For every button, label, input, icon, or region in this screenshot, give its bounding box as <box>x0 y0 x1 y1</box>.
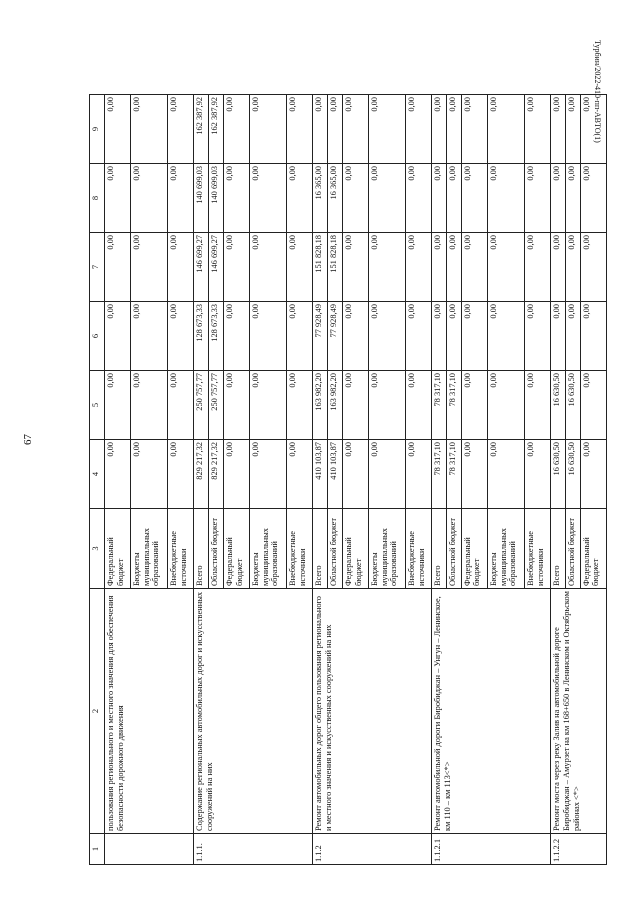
table-row <box>105 95 131 865</box>
funding-source: Областной бюджет <box>447 509 462 589</box>
amount-cell: 0,00 <box>105 302 131 371</box>
amount-cell: 0,00 <box>368 440 405 509</box>
table-row <box>313 95 328 865</box>
funding-source: Федеральный бюджет <box>342 509 368 589</box>
header-row <box>90 95 105 865</box>
amount-cell: 0,00 <box>580 164 606 233</box>
amount-cell: 0,00 <box>131 440 168 509</box>
amount-cell: 0,00 <box>551 302 566 371</box>
amount-cell: 0,00 <box>168 95 194 164</box>
amount-cell: 0,00 <box>168 164 194 233</box>
amount-cell: 410 103,87 <box>313 440 328 509</box>
amount-cell: 0,00 <box>223 95 249 164</box>
amount-cell: 0,00 <box>131 95 168 164</box>
page-number: 67 <box>22 434 34 445</box>
amount-cell: 0,00 <box>461 95 487 164</box>
amount-cell: 0,00 <box>447 233 462 302</box>
amount-cell: 16 630,50 <box>551 371 566 440</box>
amount-cell: 0,00 <box>580 95 606 164</box>
item-name: пользования регионального и местного значения для обеспечения безопасности дорожного движения <box>105 589 194 834</box>
amount-cell: 16 630,50 <box>565 440 580 509</box>
amount-cell: 0,00 <box>368 371 405 440</box>
amount-cell: 0,00 <box>223 233 249 302</box>
amount-cell: 0,00 <box>249 302 286 371</box>
rotated-table-container <box>89 95 607 865</box>
amount-cell: 0,00 <box>105 440 131 509</box>
amount-cell: 0,00 <box>287 164 313 233</box>
amount-cell: 140 699,03 <box>209 164 224 233</box>
funding-source: Бюджеты муниципальных образований <box>487 509 524 589</box>
amount-cell: 0,00 <box>580 302 606 371</box>
funding-source: Всего <box>194 509 209 589</box>
item-name: Ремонт автомобильных дорог общего пользования регионального и местного значения и искусственных сооружений на них <box>313 589 432 834</box>
amount-cell: 0,00 <box>342 371 368 440</box>
amount-cell: 0,00 <box>168 302 194 371</box>
amount-cell: 0,00 <box>406 233 432 302</box>
amount-cell: 0,00 <box>565 233 580 302</box>
column-header: 5 <box>90 371 105 440</box>
funding-source: Федеральный бюджет <box>223 509 249 589</box>
amount-cell: 0,00 <box>223 371 249 440</box>
amount-cell: 0,00 <box>105 371 131 440</box>
amount-cell: 0,00 <box>249 164 286 233</box>
amount-cell: 0,00 <box>565 302 580 371</box>
amount-cell: 250 757,77 <box>209 371 224 440</box>
amount-cell: 77 928,49 <box>328 302 343 371</box>
amount-cell: 0,00 <box>565 164 580 233</box>
amount-cell: 0,00 <box>406 302 432 371</box>
amount-cell: 0,00 <box>461 164 487 233</box>
document-footer-code: Турбин/2022-410-пп-АВТО(1) <box>593 40 602 143</box>
amount-cell: 0,00 <box>525 164 551 233</box>
amount-cell: 0,00 <box>432 164 447 233</box>
amount-cell: 78 317,10 <box>447 371 462 440</box>
amount-cell: 0,00 <box>461 440 487 509</box>
amount-cell: 128 673,33 <box>209 302 224 371</box>
amount-cell: 162 387,92 <box>194 95 209 164</box>
amount-cell: 0,00 <box>432 302 447 371</box>
amount-cell: 0,00 <box>487 302 524 371</box>
column-header: 9 <box>90 95 105 164</box>
amount-cell: 0,00 <box>105 164 131 233</box>
amount-cell: 140 699,03 <box>194 164 209 233</box>
funding-source: Внебюджетные источники <box>168 509 194 589</box>
amount-cell: 0,00 <box>447 95 462 164</box>
amount-cell: 0,00 <box>432 233 447 302</box>
amount-cell: 0,00 <box>487 164 524 233</box>
amount-cell: 0,00 <box>168 440 194 509</box>
amount-cell: 146 699,27 <box>209 233 224 302</box>
amount-cell: 0,00 <box>580 440 606 509</box>
amount-cell: 0,00 <box>131 302 168 371</box>
amount-cell: 0,00 <box>368 164 405 233</box>
funding-source: Бюджеты муниципальных образований <box>249 509 286 589</box>
amount-cell: 0,00 <box>287 233 313 302</box>
amount-cell: 0,00 <box>525 440 551 509</box>
table-row <box>432 95 447 865</box>
funding-source: Бюджеты муниципальных образований <box>368 509 405 589</box>
amount-cell: 78 317,10 <box>432 371 447 440</box>
amount-cell: 16 365,00 <box>328 164 343 233</box>
column-header: 4 <box>90 440 105 509</box>
amount-cell: 0,00 <box>461 233 487 302</box>
amount-cell: 0,00 <box>525 233 551 302</box>
amount-cell: 151 828,18 <box>313 233 328 302</box>
item-name: Ремонт автомобильной дороги Биробиджан – Унгун – Ленинское, км 110 – км 113<*> <box>432 589 551 834</box>
amount-cell: 0,00 <box>328 95 343 164</box>
table-body <box>105 95 607 865</box>
amount-cell: 0,00 <box>551 95 566 164</box>
amount-cell: 0,00 <box>249 440 286 509</box>
item-number: 1.1.1. <box>194 834 313 865</box>
amount-cell: 0,00 <box>342 302 368 371</box>
column-header: 6 <box>90 302 105 371</box>
item-number: 1.1.2.1 <box>432 834 551 865</box>
amount-cell: 829 217,32 <box>194 440 209 509</box>
funding-source: Федеральный бюджет <box>580 509 606 589</box>
amount-cell: 0,00 <box>565 95 580 164</box>
funding-source: Федеральный бюджет <box>461 509 487 589</box>
amount-cell: 0,00 <box>105 95 131 164</box>
funding-source: Всего <box>313 509 328 589</box>
amount-cell: 829 217,32 <box>209 440 224 509</box>
table-row <box>194 95 209 865</box>
amount-cell: 151 828,18 <box>328 233 343 302</box>
amount-cell: 0,00 <box>551 164 566 233</box>
column-header: 2 <box>90 589 105 834</box>
amount-cell: 0,00 <box>487 233 524 302</box>
amount-cell: 0,00 <box>487 371 524 440</box>
amount-cell: 410 103,87 <box>328 440 343 509</box>
amount-cell: 0,00 <box>249 371 286 440</box>
funding-source: Внебюджетные источники <box>287 509 313 589</box>
item-number: 1.1.2.2 <box>551 834 607 865</box>
amount-cell: 0,00 <box>447 164 462 233</box>
column-header: 8 <box>90 164 105 233</box>
amount-cell: 0,00 <box>406 371 432 440</box>
amount-cell: 0,00 <box>168 233 194 302</box>
amount-cell: 0,00 <box>461 371 487 440</box>
amount-cell: 0,00 <box>368 95 405 164</box>
amount-cell: 0,00 <box>131 233 168 302</box>
item-number <box>105 834 194 865</box>
amount-cell: 16 630,50 <box>551 440 566 509</box>
amount-cell: 0,00 <box>342 95 368 164</box>
column-header: 3 <box>90 509 105 589</box>
funding-source: Федеральный бюджет <box>105 509 131 589</box>
funding-source: Областной бюджет <box>565 509 580 589</box>
funding-source: Внебюджетные источники <box>525 509 551 589</box>
amount-cell: 0,00 <box>287 95 313 164</box>
amount-cell: 0,00 <box>447 302 462 371</box>
amount-cell: 77 928,49 <box>313 302 328 371</box>
amount-cell: 250 757,77 <box>194 371 209 440</box>
amount-cell: 0,00 <box>406 164 432 233</box>
amount-cell: 0,00 <box>223 440 249 509</box>
amount-cell: 0,00 <box>342 440 368 509</box>
amount-cell: 0,00 <box>487 440 524 509</box>
amount-cell: 16 630,50 <box>565 371 580 440</box>
amount-cell: 163 982,20 <box>313 371 328 440</box>
table-row <box>551 95 566 865</box>
funding-source: Областной бюджет <box>328 509 343 589</box>
item-number: 1.1.2 <box>313 834 432 865</box>
amount-cell: 0,00 <box>525 95 551 164</box>
funding-source: Всего <box>432 509 447 589</box>
amount-cell: 0,00 <box>580 371 606 440</box>
amount-cell: 0,00 <box>287 302 313 371</box>
amount-cell: 0,00 <box>461 302 487 371</box>
amount-cell: 146 699,27 <box>194 233 209 302</box>
amount-cell: 16 365,00 <box>313 164 328 233</box>
amount-cell: 0,00 <box>342 164 368 233</box>
amount-cell: 0,00 <box>313 95 328 164</box>
amount-cell: 0,00 <box>249 95 286 164</box>
amount-cell: 0,00 <box>131 164 168 233</box>
amount-cell: 0,00 <box>249 233 286 302</box>
amount-cell: 0,00 <box>368 302 405 371</box>
amount-cell: 0,00 <box>342 233 368 302</box>
amount-cell: 0,00 <box>287 440 313 509</box>
amount-cell: 0,00 <box>131 371 168 440</box>
funding-source: Всего <box>551 509 566 589</box>
amount-cell: 0,00 <box>525 371 551 440</box>
amount-cell: 78 317,10 <box>432 440 447 509</box>
amount-cell: 0,00 <box>525 302 551 371</box>
amount-cell: 163 982,20 <box>328 371 343 440</box>
budget-table <box>89 94 607 865</box>
funding-source: Бюджеты муниципальных образований <box>131 509 168 589</box>
amount-cell: 78 317,10 <box>447 440 462 509</box>
column-header: 1 <box>90 834 105 865</box>
amount-cell: 128 673,33 <box>194 302 209 371</box>
amount-cell: 0,00 <box>580 233 606 302</box>
amount-cell: 0,00 <box>223 164 249 233</box>
item-name: Содержание региональных автомобильных дорог и искусственных сооружений на них <box>194 589 313 834</box>
amount-cell: 0,00 <box>168 371 194 440</box>
amount-cell: 0,00 <box>432 95 447 164</box>
amount-cell: 0,00 <box>223 302 249 371</box>
funding-source: Внебюджетные источники <box>406 509 432 589</box>
amount-cell: 0,00 <box>105 233 131 302</box>
amount-cell: 0,00 <box>487 95 524 164</box>
amount-cell: 0,00 <box>287 371 313 440</box>
funding-source: Областной бюджет <box>209 509 224 589</box>
amount-cell: 162 387,92 <box>209 95 224 164</box>
amount-cell: 0,00 <box>368 233 405 302</box>
column-header: 7 <box>90 233 105 302</box>
amount-cell: 0,00 <box>406 440 432 509</box>
amount-cell: 0,00 <box>551 233 566 302</box>
amount-cell: 0,00 <box>406 95 432 164</box>
item-name: Ремонт моста через реку Залив на автомобильной дороге Биробиджан – Амурзет на км 168+650 в Ленинском и Октябрьском районах <*> <box>551 589 607 834</box>
